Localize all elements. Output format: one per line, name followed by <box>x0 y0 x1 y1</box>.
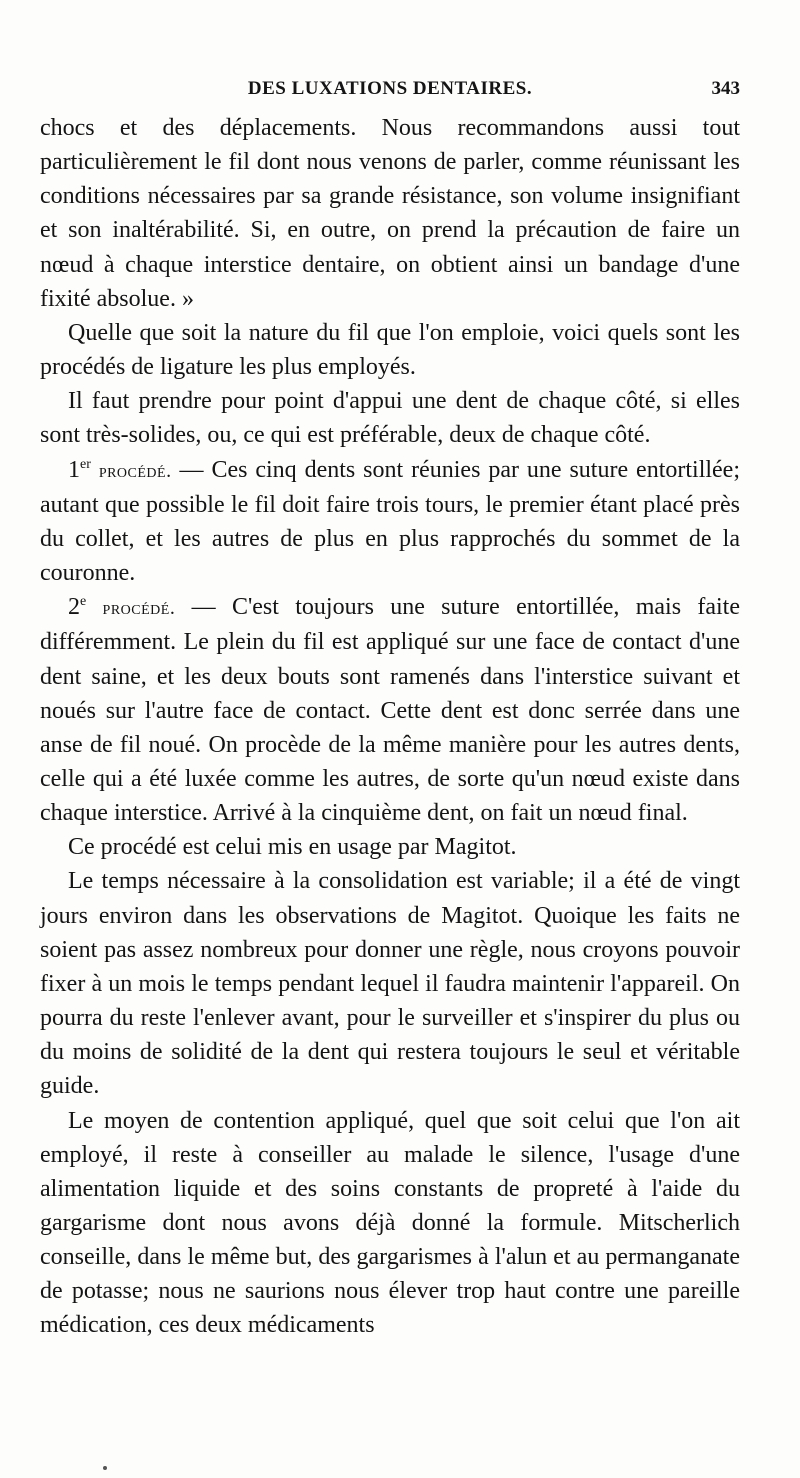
paragraph-first-procedure <box>40 453 740 591</box>
running-title: DES LUXATIONS DENTAIRES. <box>247 78 533 99</box>
paragraph-point-appui: Il faut prendre pour point d'appui une dent de chaque côté, si elles sont très-solides, ou, ce qui est préférable, deux de chaque côté. <box>40 388 740 449</box>
running-head <box>40 78 740 108</box>
paragraph-magitot: Ce procédé est celui mis en usage par Magitot. <box>68 834 517 861</box>
body-text <box>40 111 740 1343</box>
procedure-text: — C'est toujours une suture entortillée, mais faite différemment. Le plein du fil est appliqué sur une face de contact d'une dent saine, et les deux bouts sont ramenés dans l'interstice suivant et noués sur l'autre face de contact. Cette dent est donc serrée dans une anse de fil noué. On procède de la même manière pour les autres dents, celle qui a été luxée comme les autres, de sorte qu'un nœud existe dans chaque interstice. Arrivé à la cinquième dent, on fait un nœud final. <box>40 594 741 827</box>
procedure-ordinal-suffix: er <box>80 456 91 472</box>
paragraph-contention-care: Le moyen de contention appliqué, quel que soit celui que l'on ait employé, il reste à conseiller au malade le silence, l'usage d'une alimentation liquide et des soins constants de propreté à l'aide du gargarisme dont nous avons déjà donné la formule. Mitscherlich conseille, dans le même but, des gargarismes à l'alun et au permanganate de potasse; nous ne saurions nous élever trop haut contre une pareille médication, ces deux médicaments <box>40 1107 740 1339</box>
procedure-label: procédé. <box>98 459 172 482</box>
procedure-ordinal-suffix: e <box>80 594 87 610</box>
procedure-label: procédé. <box>102 597 176 620</box>
procedure-text: — Ces cinq dents sont réunies par une suture entortillée; autant que possible le fil doit faire trois tours, le premier étant placé près du collet, et les autres de plus en plus rapprochés du sommet de la couronne. <box>40 456 740 587</box>
procedure-number: 2 <box>68 594 80 621</box>
paragraph-continuation: chocs et des déplacements. Nous recommandons aussi tout particulièrement le fil dont nous venons de parler, comme réunissant les conditions nécessaires par sa grande résistance, son volume insignifiant et son inaltérabilité. Si, en outre, on prend la précaution de faire un nœud à chaque interstice dentaire, on obtient ainsi un bandage d'une fixité absolue. » <box>40 115 740 312</box>
page-number: 343 <box>711 78 740 99</box>
print-speck <box>103 1466 107 1470</box>
paragraph-consolidation-time: Le temps nécessaire à la consolidation est variable; il a été de vingt jours environ dans les observations de Magitot. Quoique les faits ne soient pas assez nombreux pour donner une règle, nous croyons pouvoir fixer à un mois le temps pendant lequel il faudra maintenir l'appareil. On pourra du reste l'enlever avant, pour le surveiller et s'inspirer du plus ou du moins de solidité de la dent qui restera toujours le seul et véritable guide. <box>40 868 740 1100</box>
procedure-number: 1 <box>68 456 80 483</box>
paragraph-ligature-intro: Quelle que soit la nature du fil que l'on emploie, voici quels sont les procédés de ligature les plus employés. <box>40 319 740 381</box>
paragraph-second-procedure <box>40 590 740 830</box>
